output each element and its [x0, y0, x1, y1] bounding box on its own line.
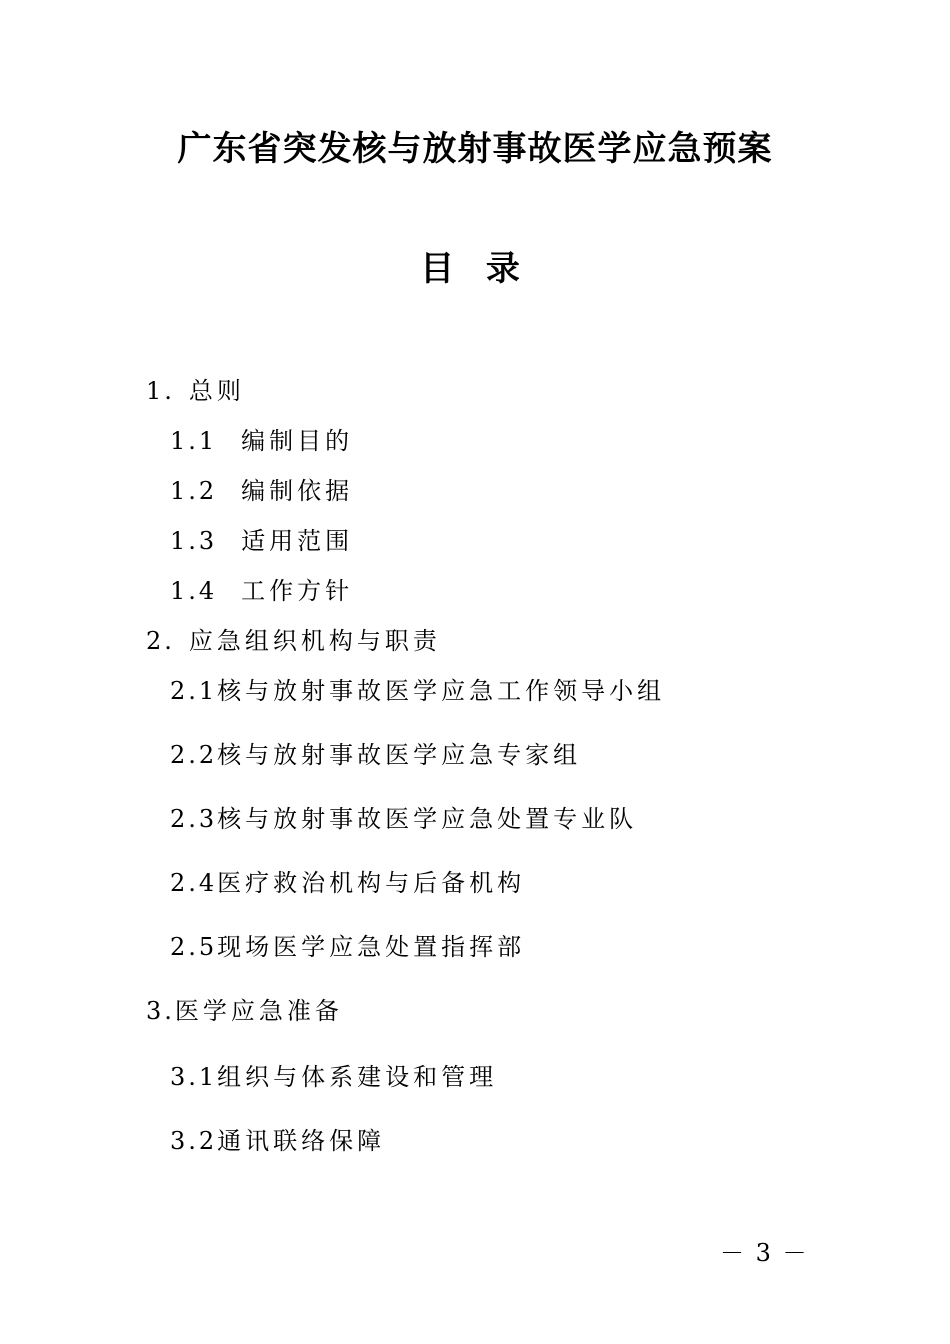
toc-item: [170, 424, 353, 458]
toc-item-label: 核与放射事故医学应急处置专业队: [217, 805, 638, 833]
toc-item-label: 编制目的: [241, 427, 354, 455]
toc-item: [146, 994, 343, 1028]
toc-item-number: 2.2: [170, 741, 218, 769]
toc-item: [170, 674, 665, 708]
toc-item: [146, 624, 441, 658]
toc-item-number: 1.3: [170, 527, 218, 555]
toc-item-label: 编制依据: [241, 477, 354, 505]
document-title: 广东省突发核与放射事故医学应急预案: [177, 129, 773, 169]
toc-item: [170, 738, 581, 772]
toc-item-label: 组织与体系建设和管理: [217, 1063, 498, 1091]
toc-item-number: 2.1: [170, 677, 218, 705]
toc-item-label: 适用范围: [241, 527, 354, 555]
toc-item-label: 医疗救治机构与后备机构: [217, 869, 526, 897]
toc-item-number: 2.: [146, 627, 175, 655]
toc-item-label: 应急组织机构与职责: [188, 627, 441, 655]
toc-item-label: 医学应急准备: [174, 997, 343, 1025]
toc-item-number: 3.1: [170, 1063, 218, 1091]
toc-item-label: 核与放射事故医学应急专家组: [217, 741, 582, 769]
toc-item-number: 1.: [146, 377, 175, 405]
toc-heading: 目 录: [420, 249, 530, 289]
toc-item-label: 总则: [188, 377, 245, 405]
toc-item: [170, 866, 525, 900]
toc-item: [170, 474, 353, 508]
toc-item: [170, 1060, 497, 1094]
toc-item-label: 工作方针: [241, 577, 354, 605]
toc-item-label: 现场医学应急处置指挥部: [217, 933, 526, 961]
toc-item-number: 3.2: [170, 1127, 218, 1155]
toc-item-label: 核与放射事故医学应急工作领导小组: [217, 677, 666, 705]
toc-item: [170, 930, 525, 964]
toc-item: [146, 374, 245, 408]
toc-item: [170, 524, 353, 558]
toc-item-number: 1.2: [170, 477, 218, 505]
toc-item-number: 1.4: [170, 577, 218, 605]
toc-item-number: 1.1: [170, 427, 218, 455]
toc-item-number: 2.3: [170, 805, 218, 833]
toc-item-label: 通讯联络保障: [217, 1127, 386, 1155]
toc-item-number: 3.: [146, 997, 175, 1025]
toc-item: [170, 574, 353, 608]
toc-item: [170, 802, 637, 836]
toc-item-number: 2.4: [170, 869, 218, 897]
toc-item: [170, 1124, 385, 1158]
page-number: － 3 －: [720, 1239, 809, 1267]
toc-item-number: 2.5: [170, 933, 218, 961]
